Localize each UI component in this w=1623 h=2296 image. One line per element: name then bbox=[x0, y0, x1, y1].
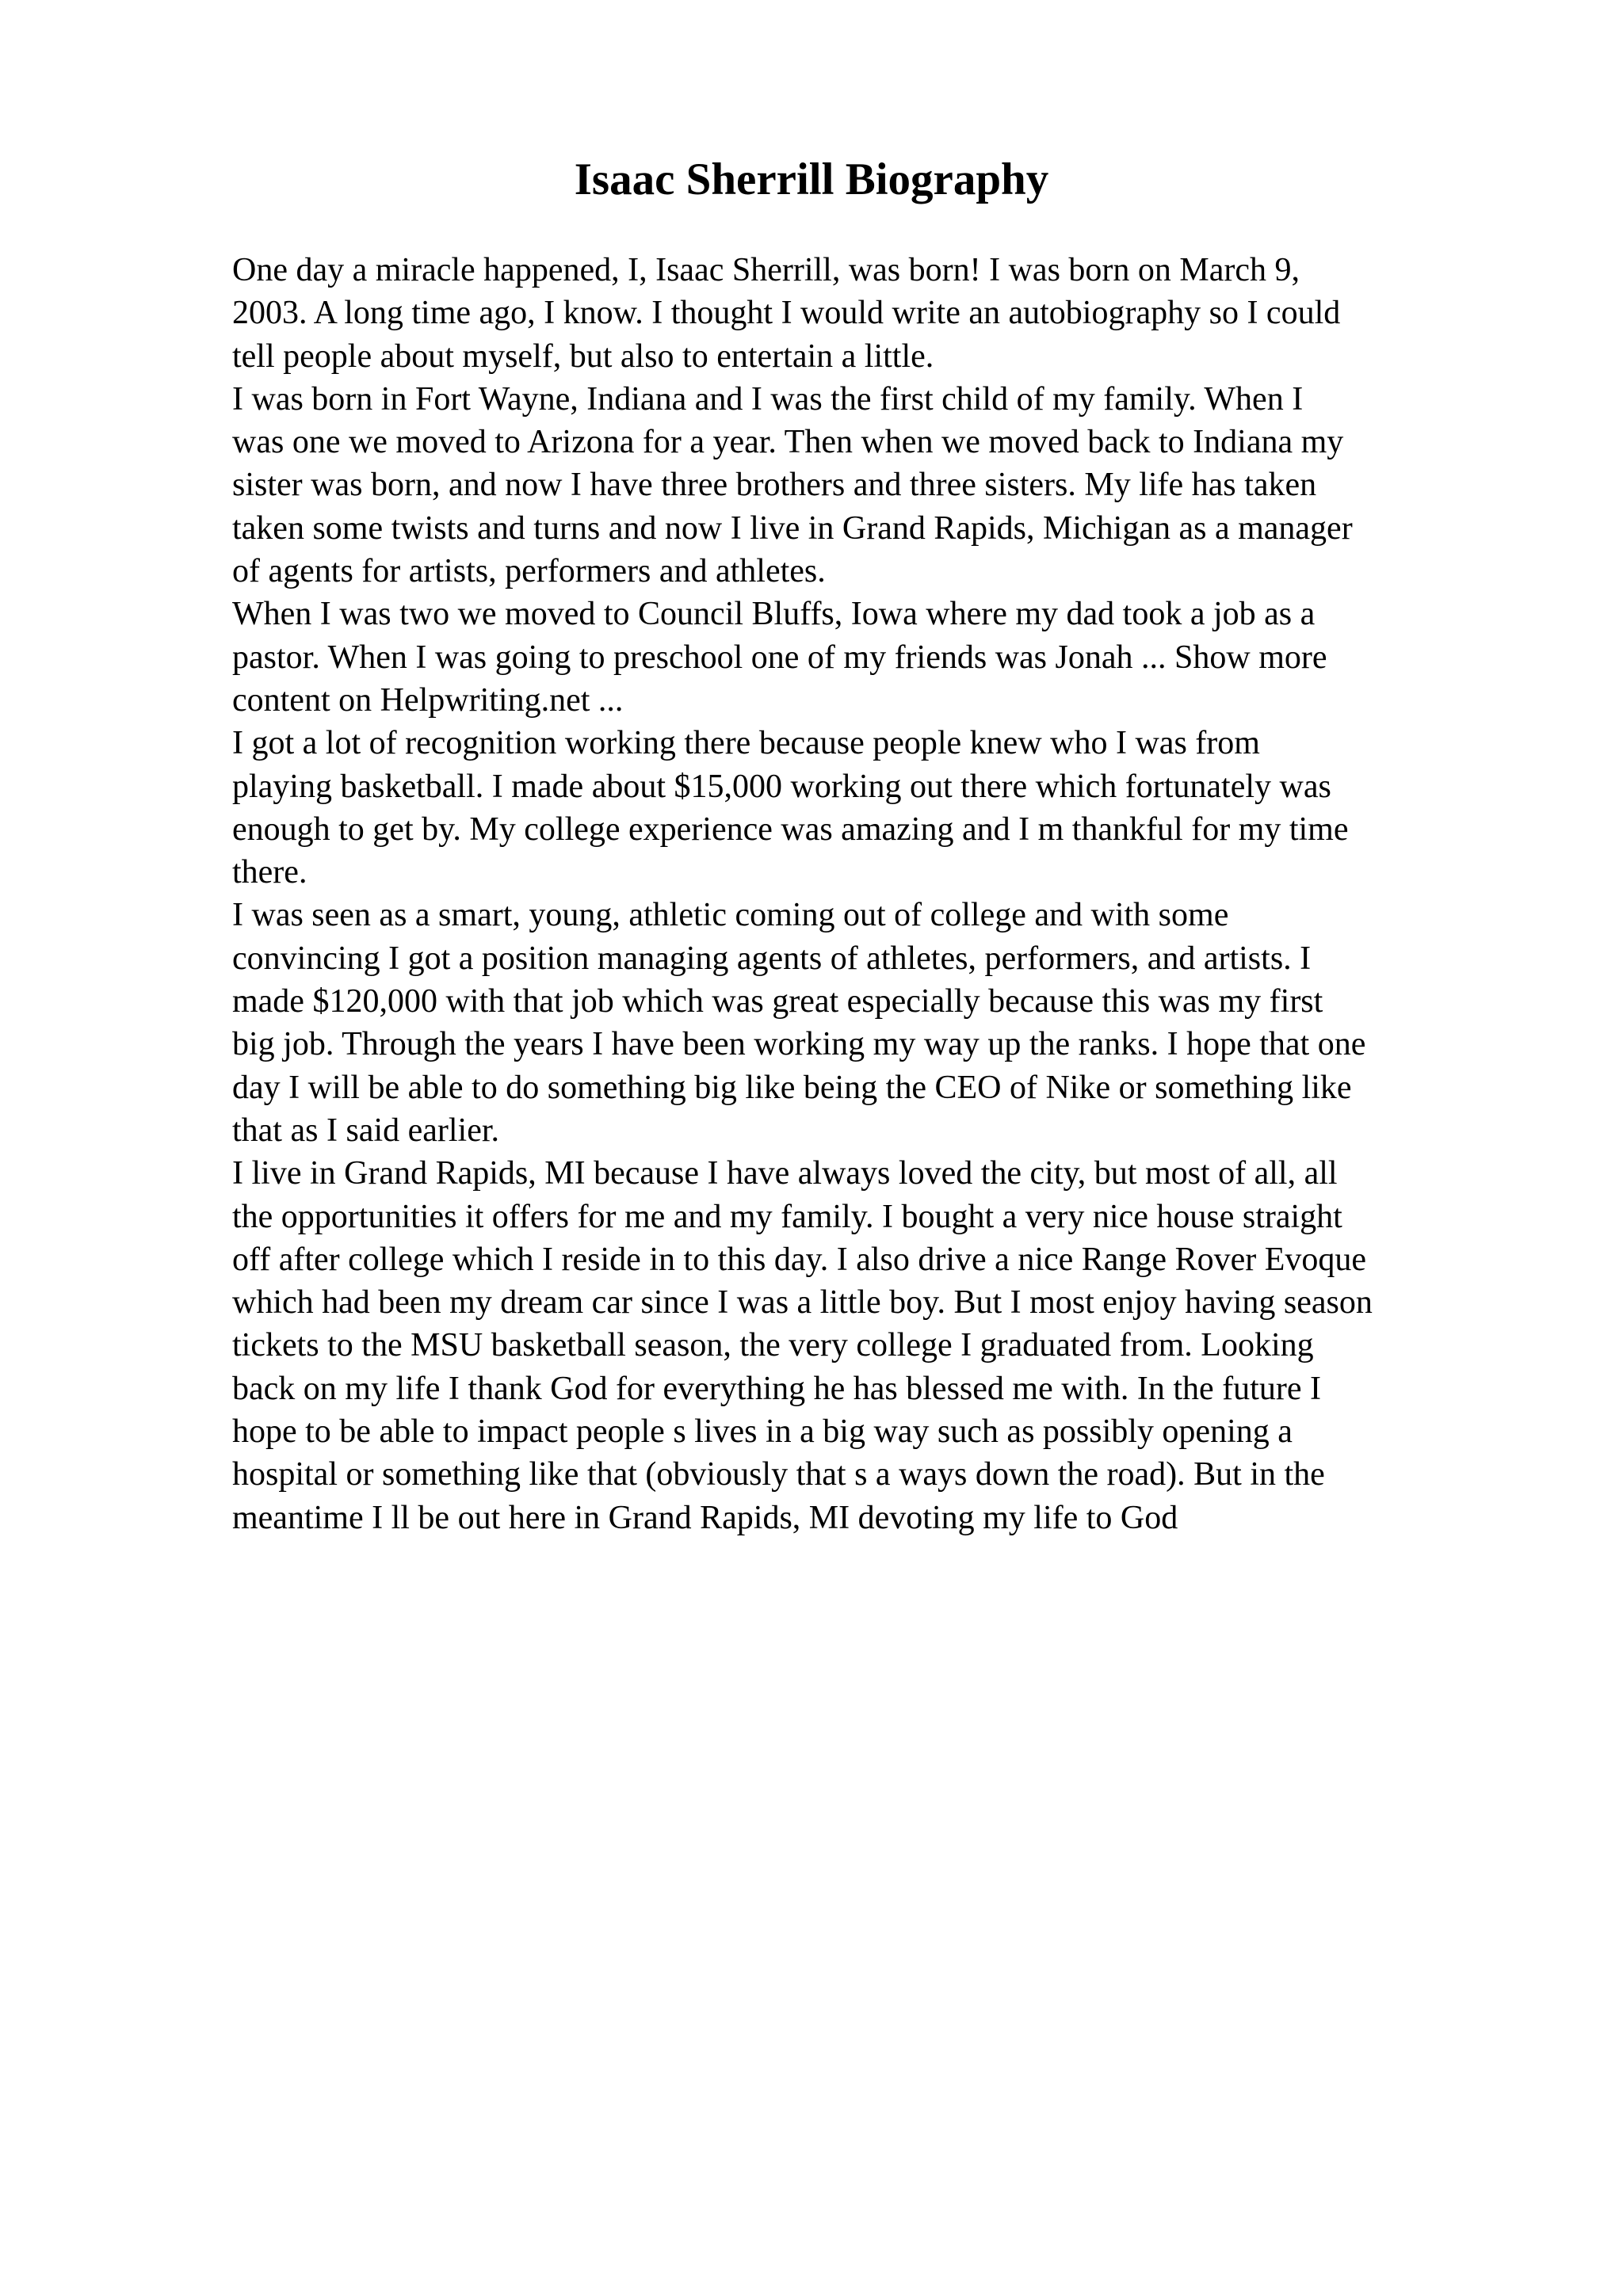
body-line: tickets to the MSU basketball season, the very college I graduated from. Looking bbox=[232, 1327, 1314, 1364]
body-line: playing basketball. I made about $15,000 working out there which fortunately was bbox=[232, 768, 1331, 805]
body-line: convincing I got a position managing agents of athletes, performers, and artists. I bbox=[232, 940, 1312, 977]
document-title: Isaac Sherrill Biography bbox=[574, 154, 1049, 204]
body-line: hospital or something like that (obviously that s a ways down the road). But in the bbox=[232, 1456, 1325, 1493]
body-line: was one we moved to Arizona for a year. Then when we moved back to Indiana my bbox=[232, 424, 1344, 461]
body-line: pastor. When I was going to preschool one of my friends was Jonah ... Show more bbox=[232, 639, 1327, 676]
body-line: When I was two we moved to Council Bluffs, Iowa where my dad took a job as a bbox=[232, 596, 1316, 633]
body-line: big job. Through the years I have been working my way up the ranks. I hope that one bbox=[232, 1026, 1366, 1063]
body-line: I was seen as a smart, young, athletic coming out of college and with some bbox=[232, 897, 1229, 934]
body-line: enough to get by. My college experience was amazing and I m thankful for my time bbox=[232, 810, 1349, 848]
body-line: sister was born, and now I have three brothers and three sisters. My life has taken bbox=[232, 467, 1317, 504]
body-line: I got a lot of recognition working there because people knew who I was from bbox=[232, 725, 1260, 762]
body-line: One day a miracle happened, I, Isaac Sherrill, was born! I was born on March 9, bbox=[232, 252, 1300, 288]
body-line: 2003. A long time ago, I know. I thought I would write an autobiography so I could bbox=[232, 295, 1341, 332]
body-line: day I will be able to do something big like being the CEO of Nike or something like bbox=[232, 1069, 1352, 1106]
body-line: the opportunities it offers for me and my family. I bought a very nice house straight bbox=[232, 1198, 1342, 1235]
body-line: made $120,000 with that job which was great especially because this was my first bbox=[232, 983, 1323, 1020]
body-line: tell people about myself, but also to entertain a little. bbox=[232, 338, 934, 375]
body-line: taken some twists and turns and now I live in Grand Rapids, Michigan as a manager bbox=[232, 509, 1353, 547]
body-line: there. bbox=[232, 854, 307, 891]
body-line: off after college which I reside in to this day. I also drive a nice Range Rover Evoque bbox=[232, 1241, 1367, 1278]
document-body bbox=[232, 249, 1532, 1539]
body-line: I live in Grand Rapids, MI because I have always loved the city, but most of all, all bbox=[232, 1155, 1338, 1192]
body-line: I was born in Fort Wayne, Indiana and I was the first child of my family. When I bbox=[232, 380, 1304, 418]
body-line: that as I said earlier. bbox=[232, 1112, 500, 1149]
body-line: content on Helpwriting.net ... bbox=[232, 681, 624, 719]
body-line: hope to be able to impact people s lives in a big way such as possibly opening a bbox=[232, 1413, 1293, 1451]
body-line: which had been my dream car since I was a little boy. But I most enjoy having season bbox=[232, 1284, 1373, 1322]
body-line: of agents for artists, performers and athletes. bbox=[232, 553, 826, 590]
body-line: back on my life I thank God for everything he has blessed me with. In the future I bbox=[232, 1370, 1321, 1407]
body-line: meantime I ll be out here in Grand Rapids, MI devoting my life to God bbox=[232, 1499, 1178, 1536]
